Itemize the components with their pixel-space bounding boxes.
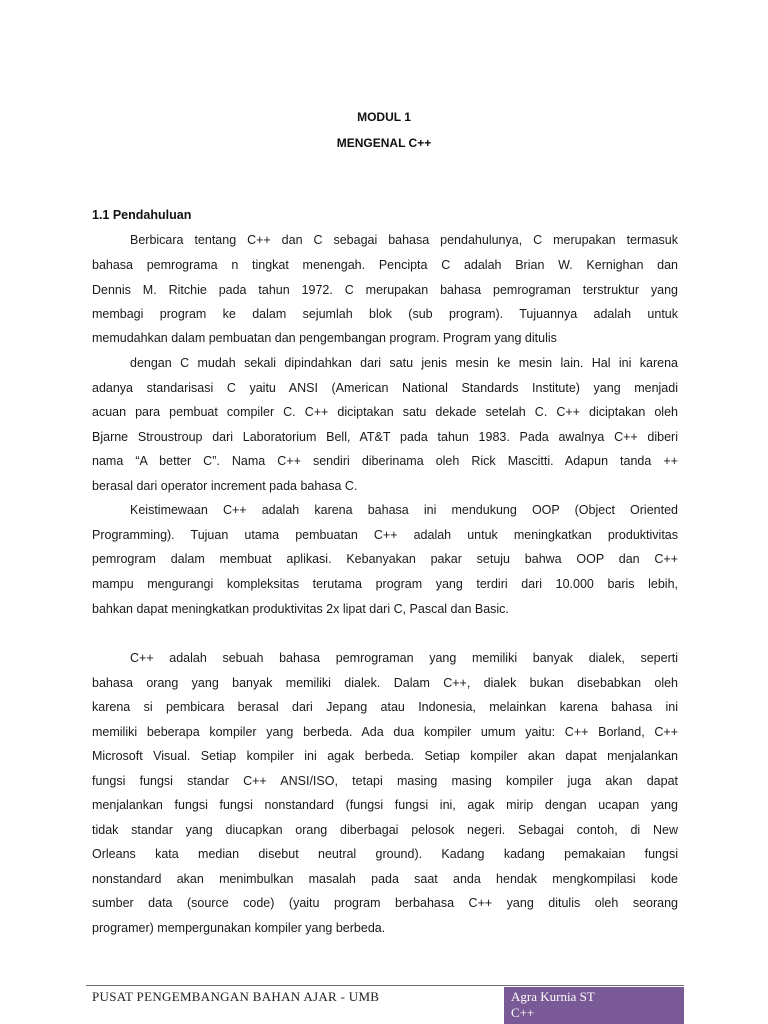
paragraph-line: pemrogram dalam membuat aplikasi. Kebanyakan pakar setuju bahwa OOP dan C++ (92, 552, 678, 566)
paragraph-line: nama “A better C”. Nama C++ sendiri diberinama oleh Rick Mascitti. Adapun tanda ++ (92, 454, 678, 468)
footer-author: Agra Kurnia ST (511, 989, 595, 1004)
paragraph-line: acuan para pembuat compiler C. C++ diciptakan satu dekade setelah C. C++ diciptakan oleh (92, 405, 678, 419)
paragraph-line: Microsoft Visual. Setiap kompiler ini agak berbeda. Setiap kompiler akan dapat menjalankan (92, 749, 678, 763)
paragraph-line: memudahkan dalam pembuatan dan pengembangan program. Program yang ditulis (92, 331, 557, 345)
paragraph-line: bahkan dapat meningkatkan produktivitas 2x lipat dari C, Pascal dan Basic. (92, 602, 509, 616)
paragraph-line: dengan C mudah sekali dipindahkan dari satu jenis mesin ke mesin lain. Hal ini karena (130, 356, 678, 370)
module-title: MODUL 1 (357, 110, 411, 124)
paragraph-line: Dennis M. Ritchie pada tahun 1972. C merupakan bahasa pemrograman terstruktur yang (92, 283, 678, 297)
paragraph-line: memiliki beberapa kompiler yang berbeda. Ada dua kompiler umum yaitu: C++ Borland, C++ (92, 725, 678, 739)
paragraph-line: programer) mempergunakan kompiler yang berbeda. (92, 921, 386, 935)
paragraph-line: mampu mengurangi kompleksitas terutama program yang terdiri dari 10.000 baris lebih, (92, 577, 678, 591)
paragraph-line: adanya standarisasi C yaitu ANSI (American National Standards Institute) yang menjadi (92, 381, 678, 395)
paragraph-line: berasal dari operator increment pada bahasa C. (92, 479, 358, 493)
section-heading: 1.1 Pendahuluan (92, 208, 192, 222)
paragraph-line: bahasa pemrograma n tingkat menengah. Pencipta C adalah Brian W. Kernighan dan (92, 258, 678, 272)
paragraph-line: nonstandard akan menimbulkan masalah pada saat anda hendak mengkompilasi kode (92, 872, 678, 886)
footer-subject: C++ (511, 1005, 535, 1020)
paragraph-line: Berbicara tentang C++ dan C sebagai bahasa pendahulunya, C merupakan termasuk (130, 233, 678, 247)
paragraph-line: membagi program ke dalam sejumlah blok (sub program). Tujuannya adalah untuk (92, 307, 678, 321)
paragraph-line: Bjarne Stroustroup dari Laboratorium Bell, AT&T pada tahun 1983. Pada awalnya C++ diberi (92, 430, 678, 444)
paragraph-line: menjalankan fungsi fungsi nonstandard (fungsi fungsi ini, agak mirip dengan ucapan yang (92, 798, 678, 812)
paragraph-line: sumber data (source code) (yaitu program berbahasa C++ yang ditulis oleh seorang (92, 896, 678, 910)
footer-divider (86, 985, 684, 986)
paragraph-line: fungsi fungsi standar C++ ANSI/ISO, tetapi masing masing kompiler juga akan dapat (92, 774, 678, 788)
paragraph-line: karena si pembicara berasal dari Jepang atau Indonesia, melainkan karena bahasa ini (92, 700, 678, 714)
module-subtitle: MENGENAL C++ (336, 136, 432, 150)
paragraph-line: tidak standar yang diucapkan orang diberbagai pelosok negeri. Sebagai contoh, di New (92, 823, 678, 837)
paragraph-line: bahasa orang yang banyak memiliki dialek. Dalam C++, dialek bukan disebabkan oleh (92, 676, 678, 690)
paragraph-line: Orleans kata median disebut neutral ground). Kadang kadang pemakaian fungsi (92, 847, 678, 861)
paragraph-line: Keistimewaan C++ adalah karena bahasa ini mendukung OOP (Object Oriented (130, 503, 678, 517)
paragraph-line: C++ adalah sebuah bahasa pemrograman yang memiliki banyak dialek, seperti (130, 651, 678, 665)
paragraph-line: Programming). Tujuan utama pembuatan C++ adalah untuk meningkatkan produktivitas (92, 528, 678, 542)
footer-institution: PUSAT PENGEMBANGAN BAHAN AJAR - UMB (92, 989, 380, 1004)
